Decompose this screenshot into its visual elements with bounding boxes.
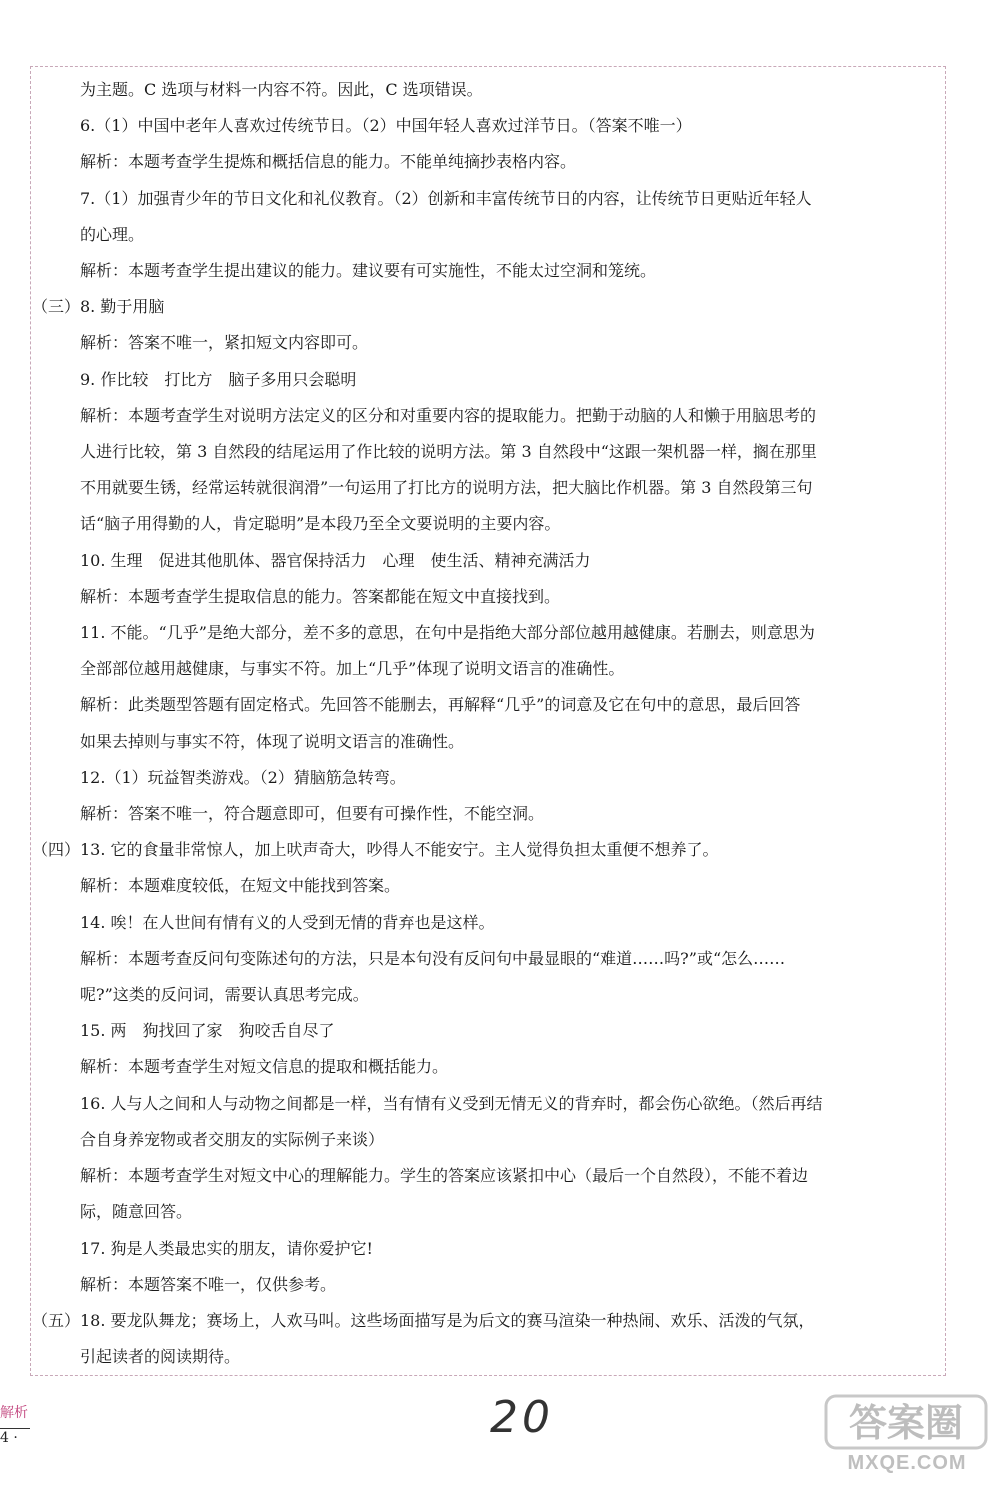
text-line: 17. 狗是人类最忠实的朋友，请你爱护它!	[80, 1238, 373, 1258]
text-line: 11. 不能。“几乎”是绝大部分，差不多的意思，在句中是指绝大部分部位越用越健康。若删去，则意思为	[80, 623, 815, 643]
text-line: 15. 两 狗找回了家 狗咬舌自尽了	[80, 1021, 335, 1041]
watermark-site: MXQE.COM	[847, 1452, 967, 1474]
text-line: 解析：本题考查反问句变陈述句的方法，只是本句没有反问句中最显眼的“难道……吗?”或“怎么……	[80, 948, 786, 968]
text-line: 7.（1）加强青少年的节日文化和礼仪教育。（2）创新和丰富传统节日的内容，让传统节日更贴近年轻人	[80, 188, 812, 208]
text-line: 解析：本题考查学生提出建议的能力。建议要有可实施性，不能太过空洞和笼统。	[80, 261, 657, 281]
text-line: 解析：本题难度较低，在短文中能找到答案。	[80, 876, 401, 896]
text-line: 9. 作比较 打比方 脑子多用只会聪明	[80, 369, 357, 389]
text-line: 解析：本题答案不唯一，仅供参考。	[80, 1274, 337, 1294]
text-line: 话“脑子用得勤的人，肯定聪明”是本段乃至全文要说明的主要内容。	[80, 514, 561, 534]
text-line: 如果去掉则与事实不符，体现了说明文语言的准确性。	[80, 731, 465, 751]
text-line: 12.（1）玩益智类游戏。（2）猜脑筋急转弯。	[80, 767, 406, 787]
text-line: 呢?”这类的反问词，需要认真思考完成。	[80, 985, 369, 1005]
text-line: 引起读者的阅读期待。	[80, 1347, 241, 1367]
text-line: （三）8. 勤于用脑	[32, 297, 165, 317]
text-line: 际，随意回答。	[80, 1202, 193, 1222]
watermark	[822, 1390, 992, 1486]
page-number: 4 ·	[0, 1430, 18, 1446]
text-line: 为主题。C 选项与材料一内容不符。因此，C 选项错误。	[80, 80, 483, 99]
text-line: （五）18. 要龙队舞龙；赛场上，人欢马叫。这些场面描写是为后文的赛马渲染一种热闹、欢乐、活泼的气氛，	[32, 1310, 815, 1330]
text-line: 10. 生理 促进其他肌体、器官保持活力 心理 使生活、精神充满活力	[80, 550, 591, 570]
text-line: （四）13. 它的食量非常惊人，加上吠声奇大，吵得人不能安宁。主人觉得负担太重便不想养了。	[32, 840, 719, 860]
text-line: 的心理。	[80, 224, 145, 244]
text-line: 6.（1）中国中老年人喜欢过传统节日。（2）中国年轻人喜欢过洋节日。（答案不唯一）	[80, 116, 692, 136]
text-line: 解析：本题考查学生对说明方法定义的区分和对重要内容的提取能力。把勤于动脑的人和懒于用脑思考的	[80, 405, 817, 425]
text-line: 不用就要生锈，经常运转就很润滑”一句运用了打比方的说明方法，把大脑比作机器。第 3 自然段第三句	[80, 478, 813, 498]
watermark-logo-icon	[822, 1390, 992, 1454]
text-line: 全部部位越用越健康，与事实不符。加上“几乎”体现了说明文语言的准确性。	[80, 659, 625, 679]
text-line: 人进行比较，第 3 自然段的结尾运用了作比较的说明方法。第 3 自然段中“这跟一架机器一样，搁在那里	[80, 442, 817, 462]
text-line: 解析：本题考查学生提取信息的能力。答案都能在短文中直接找到。	[80, 586, 561, 606]
answer-text-body	[32, 72, 936, 1375]
text-line: 解析：本题考查学生对短文信息的提取和概括能力。	[80, 1057, 449, 1077]
text-line: 解析：本题考查学生提炼和概括信息的能力。不能单纯摘抄表格内容。	[80, 152, 577, 172]
footer-section-label: 解析	[0, 1405, 28, 1421]
text-line: 解析：答案不唯一，紧扣短文内容即可。	[80, 333, 369, 353]
text-line: 14. 唉！在人世间有情有义的人受到无情的背弃也是这样。	[80, 912, 495, 932]
handwritten-page-number: 20	[490, 1392, 554, 1443]
text-line: 解析：本题考查学生对短文中心的理解能力。学生的答案应该紧扣中心（最后一个自然段），不能不着边	[80, 1166, 809, 1186]
text-line: 解析：此类题型答题有固定格式。先回答不能删去，再解释“几乎”的词意及它在句中的意思，最后回答	[80, 695, 801, 715]
watermark-logo-text: 答案圈	[848, 1401, 964, 1445]
text-line: 合自身养宠物或者交朋友的实际例子来谈）	[80, 1129, 385, 1149]
text-line: 16. 人与人之间和人与动物之间都是一样，当有情有义受到无情无义的背弃时，都会伤心欲绝。（然后再结	[80, 1093, 823, 1113]
footer-left	[0, 1404, 40, 1447]
text-line: 解析：答案不唯一，符合题意即可，但要有可操作性，不能空洞。	[80, 804, 545, 824]
